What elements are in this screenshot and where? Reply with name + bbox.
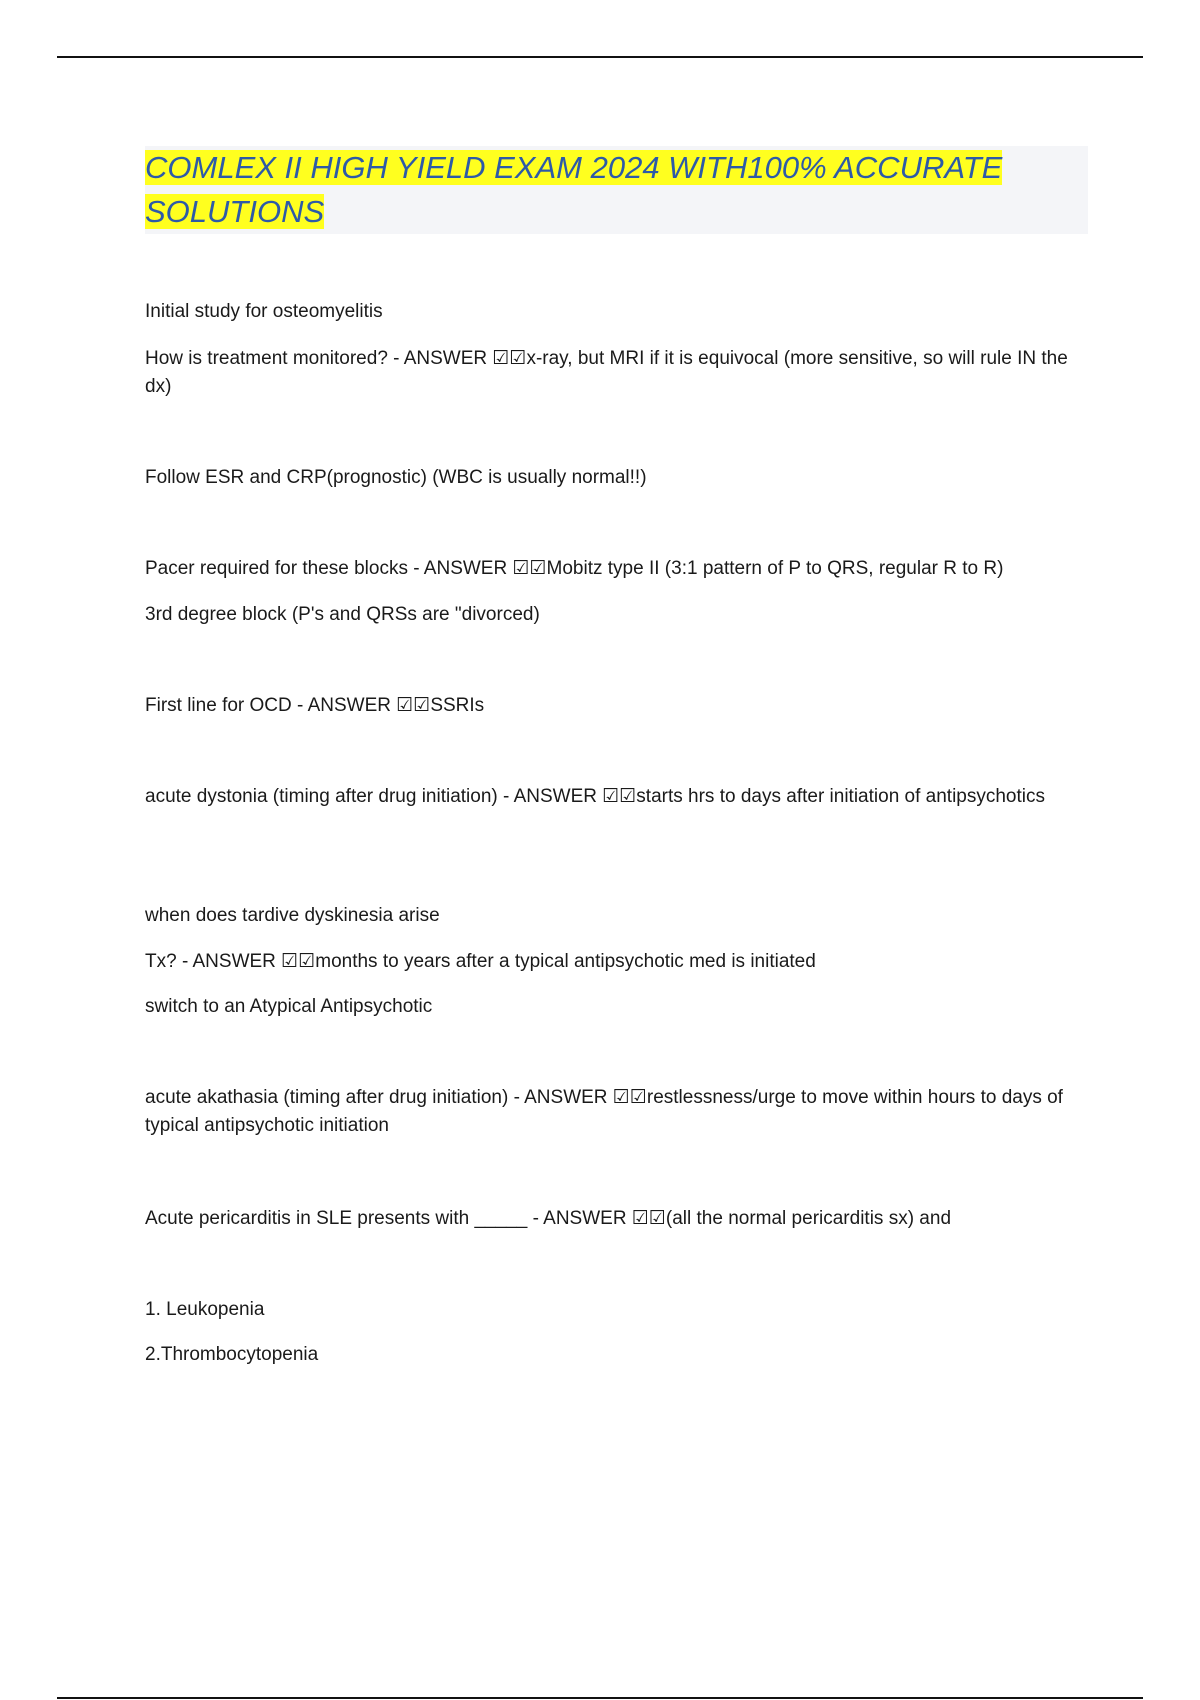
paragraph-pacer-blocks: Pacer required for these blocks - ANSWER ☑☑Mobitz type II (3:1 pattern of P to QRS, regular R to R): [145, 558, 1004, 579]
title-block: [145, 146, 1088, 234]
paragraph-acute-akathasia: acute akathasia (timing after drug initiation) - ANSWER ☑☑restlessness/urge to move within hours to days of typical antipsychotic initiation: [145, 1087, 1063, 1136]
paragraph-osteomyelitis-study: Initial study for osteomyelitis: [145, 301, 383, 322]
top-rule: [57, 56, 1143, 58]
paragraph-esr-crp: Follow ESR and CRP(prognostic) (WBC is usually normal!!): [145, 467, 647, 488]
paragraph-acute-dystonia: acute dystonia (timing after drug initiation) - ANSWER ☑☑starts hrs to days after initiation of antipsychotics: [145, 786, 1045, 807]
paragraph-sle-pericarditis: Acute pericarditis in SLE presents with _____ - ANSWER ☑☑(all the normal pericarditis sx) and: [145, 1208, 952, 1229]
paragraph-third-degree-block: 3rd degree block (P's and QRSs are "divorced): [145, 604, 540, 625]
paragraph-tardive-dyskinesia: when does tardive dyskinesia arise: [145, 905, 440, 926]
document-title: COMLEX II HIGH YIELD EXAM 2024 WITH100% ACCURATE SOLUTIONS: [145, 150, 1003, 229]
paragraph-treatment-monitoring: How is treatment monitored? - ANSWER ☑☑x-ray, but MRI if it is equivocal (more sensitive, so will rule IN the dx): [145, 348, 1068, 397]
paragraph-tx-answer: Tx? - ANSWER ☑☑months to years after a typical antipsychotic med is initiated: [145, 951, 816, 972]
paragraph-ocd: First line for OCD - ANSWER ☑☑SSRIs: [145, 695, 485, 716]
bottom-rule: [57, 1697, 1143, 1699]
paragraph-atypical-switch: switch to an Atypical Antipsychotic: [145, 996, 433, 1017]
list-item-thrombocytopenia: 2.Thrombocytopenia: [145, 1344, 319, 1365]
list-item-leukopenia: 1. Leukopenia: [145, 1299, 265, 1320]
